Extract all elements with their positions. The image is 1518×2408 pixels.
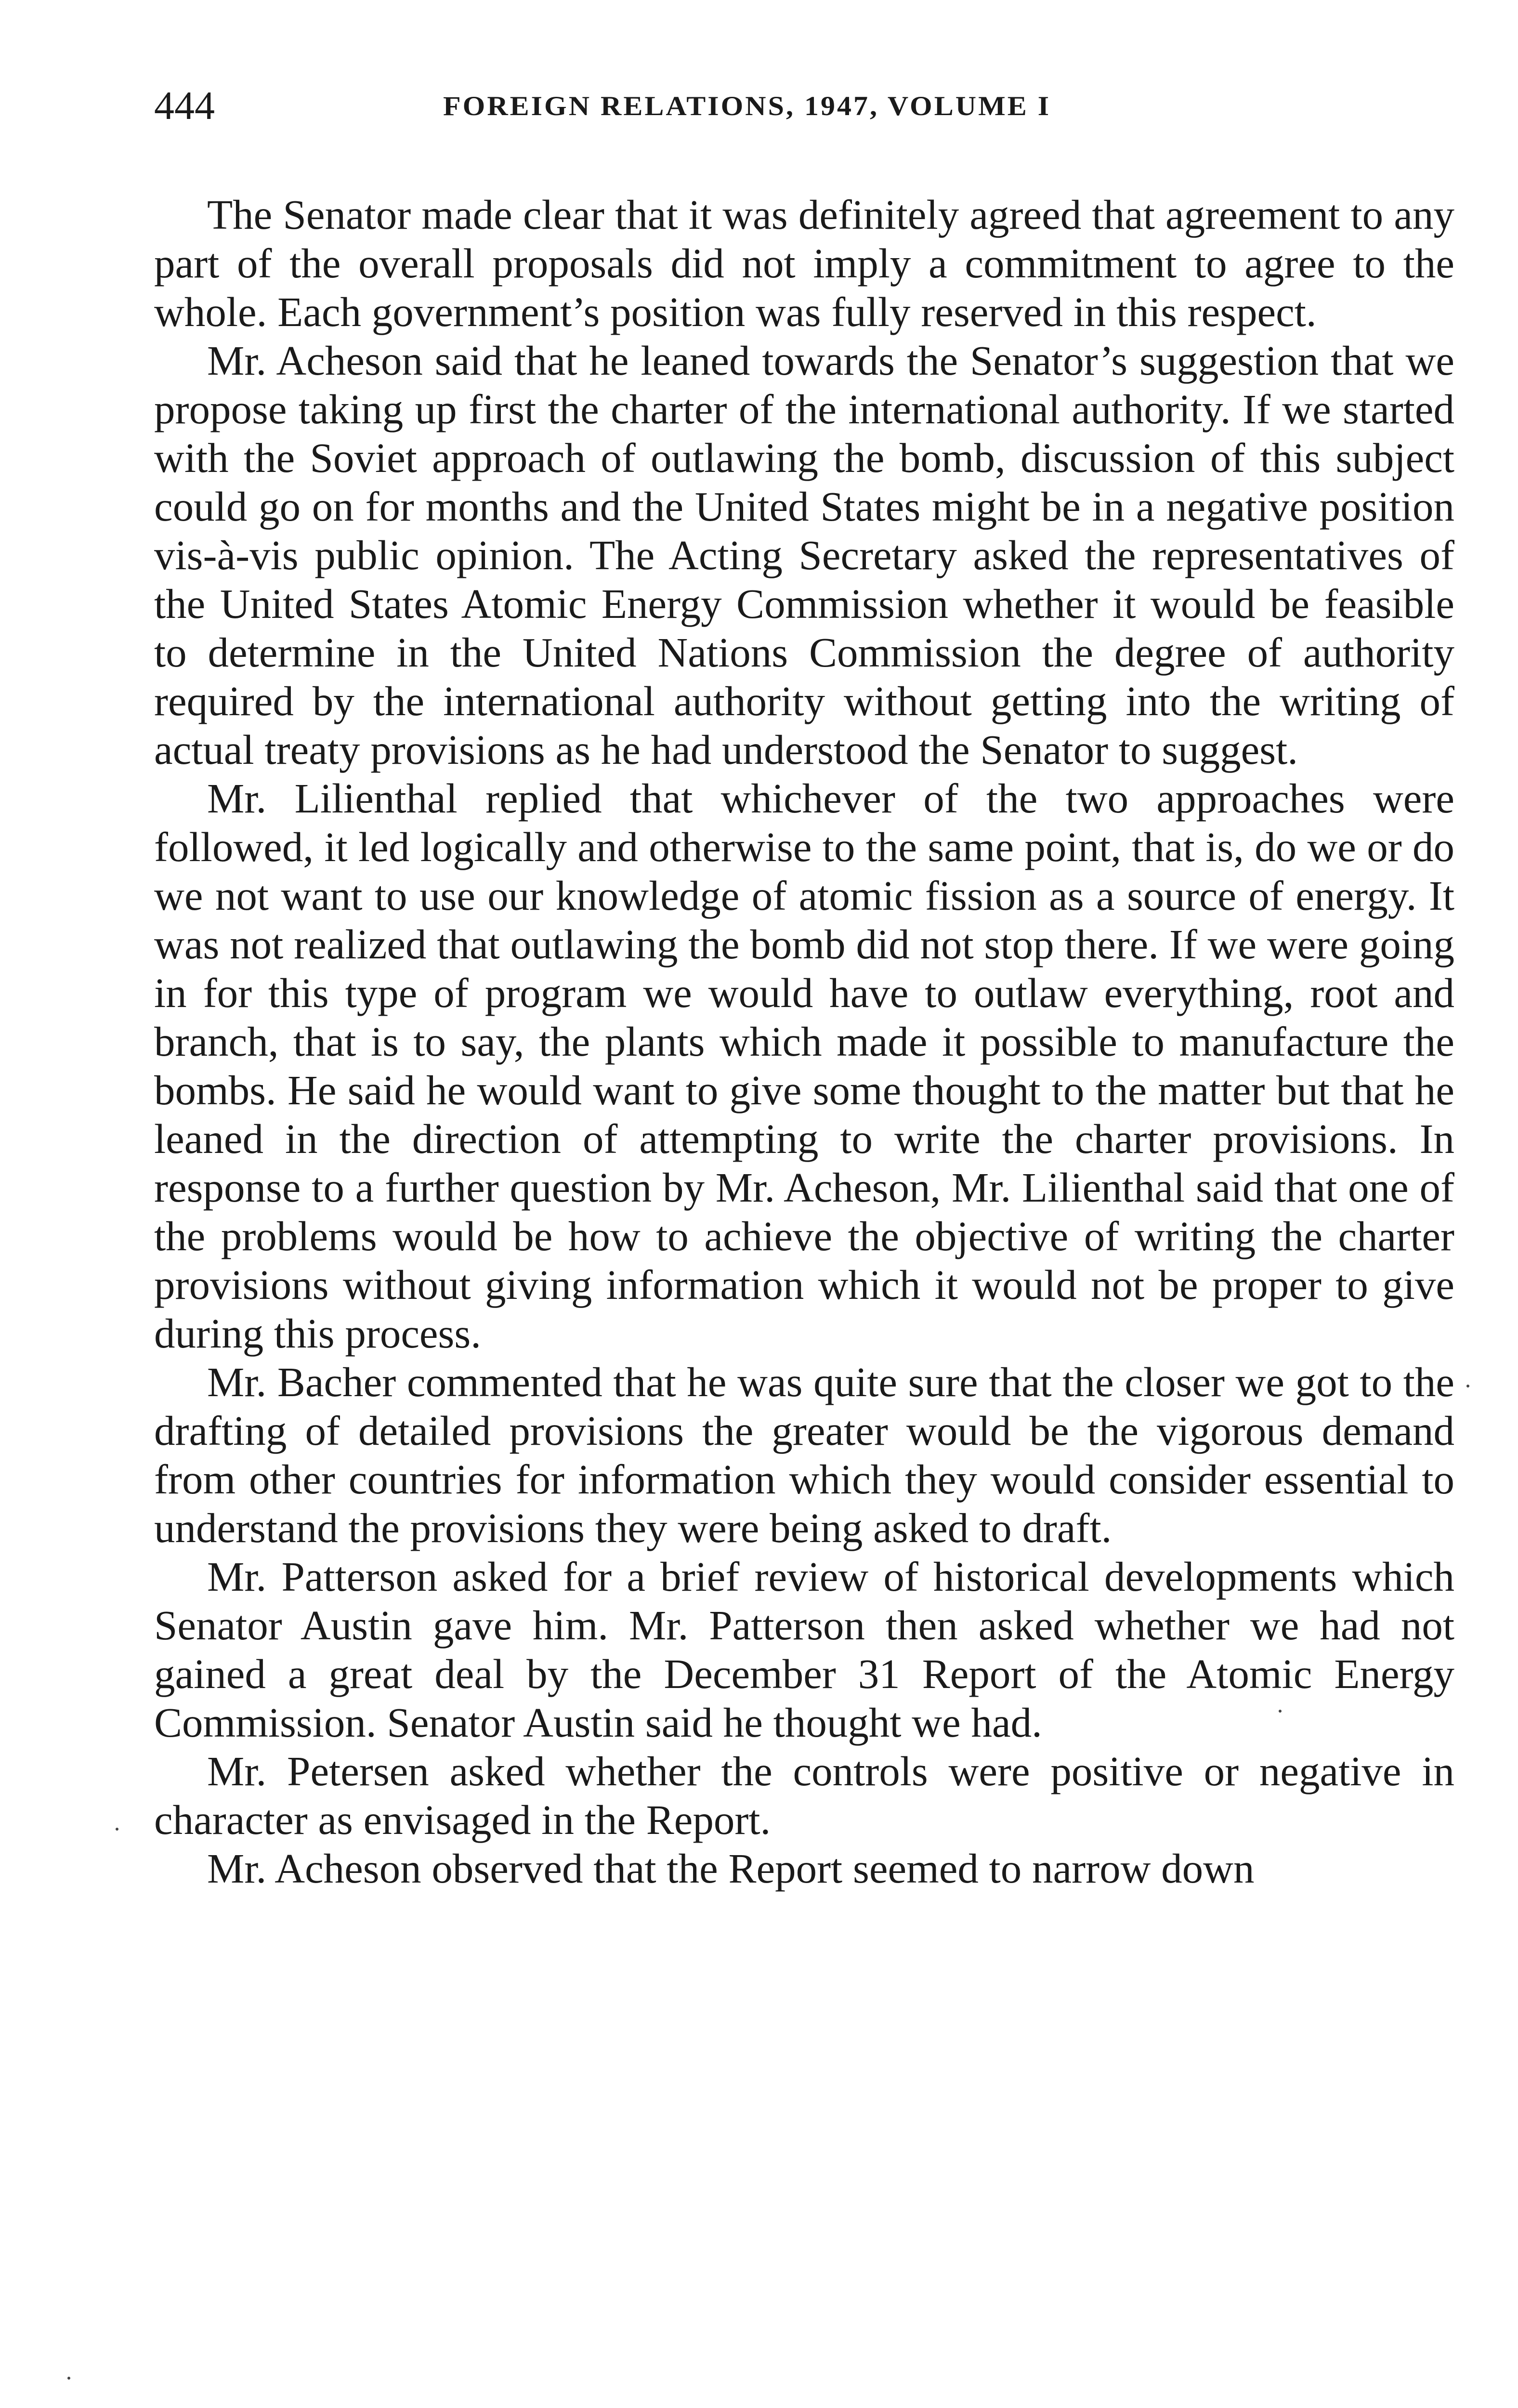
scan-speck: [1466, 1385, 1469, 1387]
paragraph-patterson-question: Mr. Patterson asked for a brief review of historical developments which Senator Austin gave him. Mr. Patterson then asked whether we had not gained a great deal by the December 31 Report of the Atomic Energy Commission. Senator Austin said he thought we had.: [154, 1553, 1454, 1746]
paragraph-petersen-question: Mr. Petersen asked whether the controls were positive or negative in character as envisaged in the Report.: [154, 1748, 1454, 1843]
paragraph-acheson-observation: Mr. Acheson observed that the Report seemed to narrow down: [207, 1845, 1255, 1892]
scan-speck: [116, 1828, 118, 1831]
paragraph-senator-reservation: The Senator made clear that it was definitely agreed that agreement to any part of the overall proposals did not imply a commitment to agree to the whole. Each government’s position was fully reserved in this respect.: [154, 191, 1454, 335]
body-text: [154, 190, 1454, 1893]
page-header: [154, 72, 1454, 140]
paragraph-bacher-comment: Mr. Bacher commented that he was quite sure that the closer we got to the drafting of detailed provisions the greater would be the vigorous demand from other countries for information which they would consider essential to understand the provisions they were being asked to draft.: [154, 1359, 1454, 1551]
running-head: FOREIGN RELATIONS, 1947, VOLUME I: [443, 91, 1051, 121]
page-number: 444: [154, 83, 215, 128]
paragraph-acheson-charter: Mr. Acheson said that he leaned towards the Senator’s suggestion that we propose taking up first the charter of the international authority. If we started with the Soviet approach of outlawing the bomb, discussion of this subject could go on for months and the United States might be in a negative position vis-à-vis public opinion. The Acting Secretary asked the representatives of the United States Atomic Energy Commission whether it would be feasible to determine in the United Nations Commission the degree of authority required by the international authority without getting into the writing of actual treaty provisions as he had understood the Senator to suggest.: [154, 337, 1454, 773]
scan-speck: [67, 2377, 70, 2380]
paragraph-lilienthal-reply: Mr. Lilienthal replied that whichever of the two approaches were followed, it led logically and otherwise to the same point, that is, do we or do we not want to use our knowledge of atomic fission as a source of energy. It was not realized that outlawing the bomb did not stop there. If we were going in for this type of program we would have to outlaw everything, root and branch, that is to say, the plants which made it possible to manufacture the bombs. He said he would want to give some thought to the matter but that he leaned in the direction of attempting to write the charter provisions. In response to a further question by Mr. Acheson, Mr. Lilienthal said that one of the problems would be how to achieve the objective of writing the charter provisions without giving information which it would not be proper to give during this process.: [154, 775, 1454, 1357]
scan-speck: [1279, 1710, 1282, 1713]
